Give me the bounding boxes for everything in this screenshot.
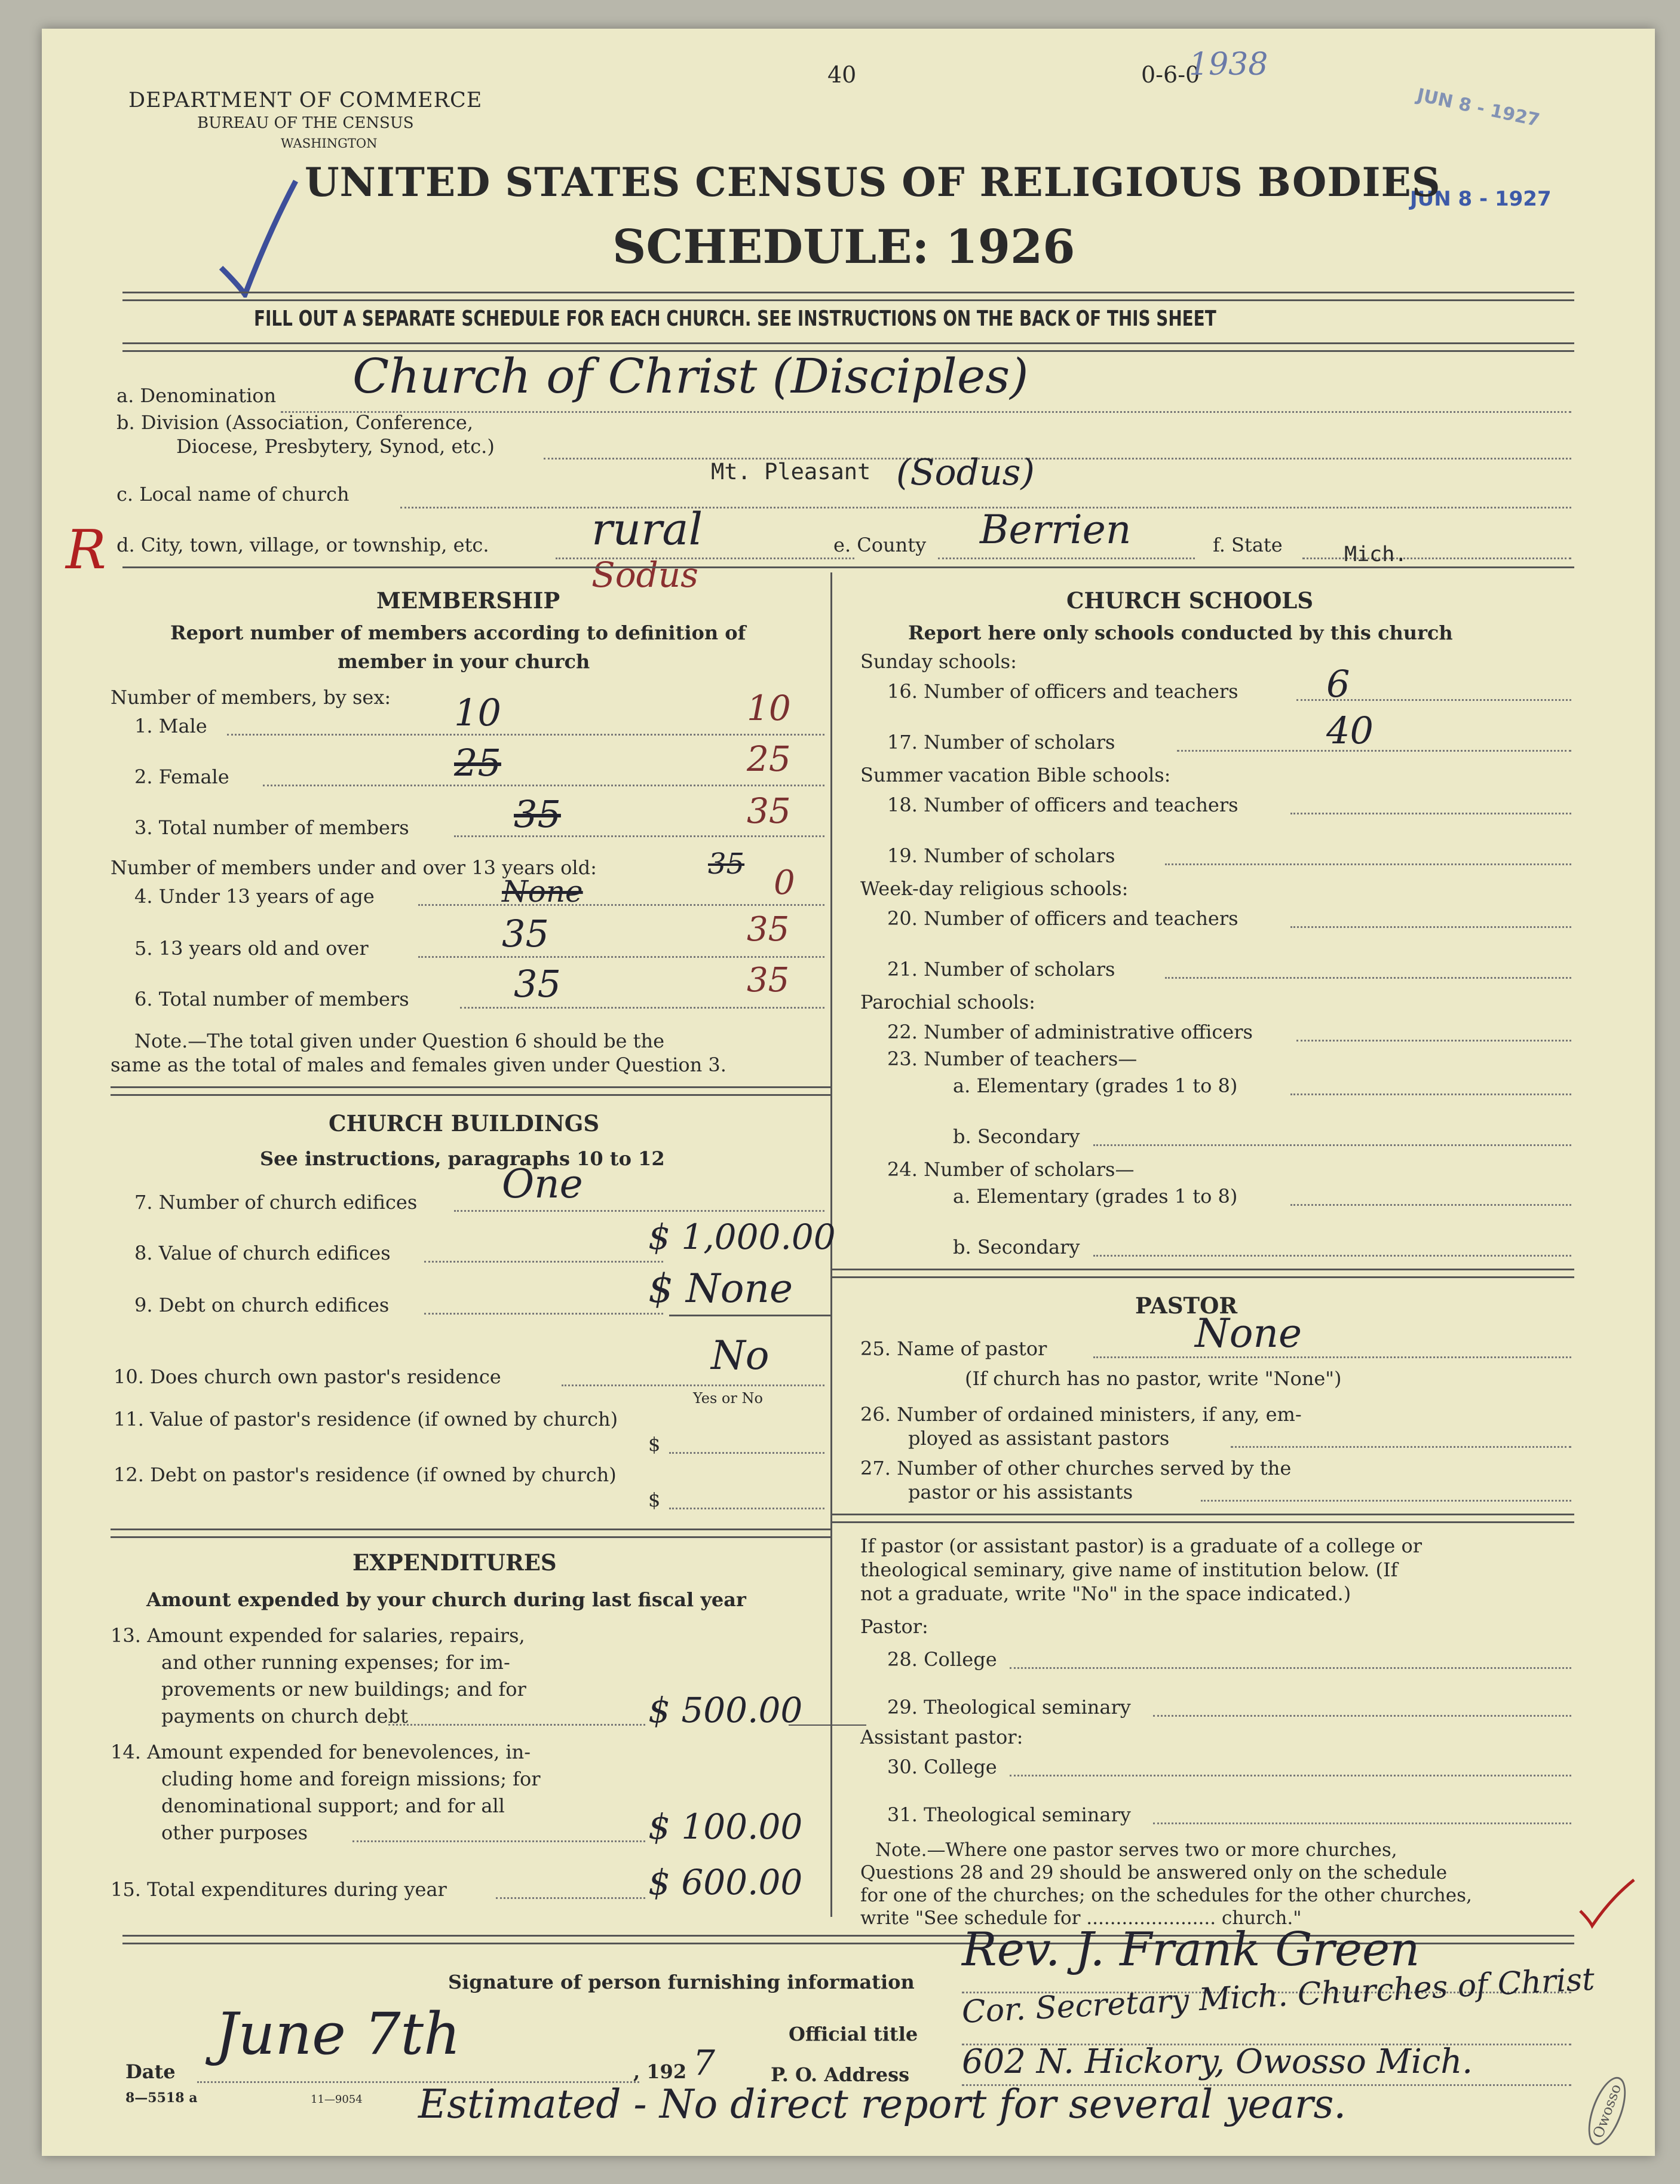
q28-label: 28. College — [887, 1648, 997, 1671]
fill-line — [424, 1261, 663, 1263]
expenditures-heading: EXPENDITURES — [352, 1549, 557, 1576]
fill-line — [454, 1210, 824, 1212]
assistant-label: Assistant pastor: — [860, 1726, 1023, 1748]
pastor-heading: PASTOR — [1135, 1292, 1238, 1319]
q23-label: 23. Number of teachers— — [887, 1047, 1138, 1070]
divider — [111, 1086, 830, 1096]
q5-label: 5. 13 years old and over — [134, 937, 369, 960]
fill-line — [388, 1724, 645, 1726]
q3-correction: 35 — [747, 791, 791, 831]
q27-line-1: 27. Number of other churches served by the — [860, 1457, 1292, 1480]
fill-line — [1153, 1715, 1571, 1717]
q27-line-2: pastor or his assistants — [908, 1481, 1133, 1503]
margin-mark: R — [66, 519, 106, 581]
fill-line — [418, 904, 824, 906]
q21-label: 21. Number of scholars — [887, 958, 1115, 981]
signature-value: Rev. J. Frank Green — [962, 1923, 1420, 1977]
q20-label: 20. Number of officers and teachers — [887, 907, 1238, 930]
dept-line-3: WASHINGTON — [281, 136, 378, 151]
q6-correction: 35 — [747, 961, 790, 1000]
q26-line-1: 26. Number of ordained ministers, if any, em- — [860, 1403, 1302, 1426]
city-value-correction: Sodus — [591, 555, 698, 595]
pastor-label: Pastor: — [860, 1615, 928, 1638]
address-value: 602 N. Hickory, Owosso Mich. — [962, 2042, 1473, 2081]
division-label-1: b. Division (Association, Conference, — [117, 411, 473, 434]
q13-line-2: and other running expenses; for im- — [161, 1651, 510, 1674]
church-name-label: c. Local name of church — [117, 483, 350, 506]
q8-label: 8. Value of church edifices — [134, 1242, 391, 1264]
q25-hint: (If church has no pastor, write "None") — [965, 1367, 1342, 1390]
q8-value: $ 1,000.00 — [648, 1217, 836, 1257]
q7-label: 7. Number of church edifices — [134, 1191, 418, 1214]
print-code: 11—9054 — [311, 2093, 363, 2106]
q14-line-3: denominational support; and for all — [161, 1794, 505, 1817]
year-prefix: , 192 — [633, 2060, 687, 2083]
sunday-label: Sunday schools: — [860, 650, 1017, 673]
q13-line-4: payments on church debt — [161, 1705, 408, 1727]
q16-label: 16. Number of officers and teachers — [887, 680, 1238, 703]
q2-label: 2. Female — [134, 765, 229, 788]
circled-note: Owosso — [1581, 2072, 1633, 2150]
schools-heading: CHURCH SCHOOLS — [1066, 587, 1314, 614]
signature-label: Signature of person furnishing information — [448, 1971, 915, 1993]
fill-line — [1165, 977, 1571, 979]
q11-value: $ — [648, 1433, 661, 1456]
buildings-heading: CHURCH BUILDINGS — [329, 1110, 600, 1137]
address-label: P. O. Address — [771, 2063, 910, 2086]
age-intro: Number of members under and over 13 years old: — [111, 856, 597, 879]
fill-line — [227, 734, 824, 736]
fill-line — [1290, 926, 1571, 928]
q1-correction: 10 — [747, 688, 791, 728]
q5-correction: 35 — [747, 910, 790, 949]
q24-label: 24. Number of scholars— — [887, 1158, 1135, 1181]
expenditures-sub: Amount expended by your church during last fiscal year — [146, 1588, 746, 1611]
form-subtitle: SCHEDULE: 1926 — [612, 220, 1075, 274]
buildings-sub: See instructions, paragraphs 10 to 12 — [260, 1147, 665, 1170]
q6-label: 6. Total number of members — [134, 988, 409, 1010]
q4-correction: 0 — [774, 863, 795, 902]
fill-line — [1010, 1775, 1571, 1776]
fill-line — [1296, 1040, 1571, 1042]
q6-value: 35 — [514, 962, 561, 1006]
fill-line — [352, 1840, 645, 1842]
q10-hint: Yes or No — [693, 1390, 763, 1407]
divider — [832, 1514, 1574, 1523]
q24b-label: b. Secondary — [953, 1236, 1080, 1258]
city-label: d. City, town, village, or township, etc. — [117, 534, 489, 556]
q14-value: $ 100.00 — [648, 1806, 803, 1847]
parochial-label: Parochial schools: — [860, 991, 1035, 1013]
divider — [122, 566, 1574, 568]
pastor-note-4: write "See schedule for ...................... church." — [860, 1907, 1302, 1929]
divider — [122, 292, 1574, 301]
q25-value: None — [1195, 1310, 1302, 1356]
connector-line — [789, 1724, 866, 1726]
fill-line — [460, 1007, 824, 1009]
by-sex-label: Number of members, by sex: — [111, 686, 391, 709]
q15-label: 15. Total expenditures during year — [111, 1878, 447, 1901]
q1-value: 10 — [454, 691, 501, 734]
year-digit: 7 — [693, 2042, 715, 2083]
grad-line-3: not a graduate, write "No" in the space indicated.) — [860, 1582, 1351, 1605]
fill-line — [263, 785, 824, 786]
denomination-value: Church of Christ (Disciples) — [352, 348, 1029, 404]
q7-value: One — [502, 1161, 583, 1207]
q9-label: 9. Debt on church edifices — [134, 1294, 390, 1316]
fill-line — [1177, 750, 1571, 752]
q13-line-1: 13. Amount expended for salaries, repairs, — [111, 1624, 525, 1647]
q18-label: 18. Number of officers and teachers — [887, 794, 1238, 816]
handwritten-remark: Estimated - No direct report for several years. — [418, 2081, 1347, 2127]
county-value: Berrien — [980, 507, 1132, 553]
title-value: Cor. Secretary Mich. Churches of Christ — [961, 1961, 1596, 2030]
date-label: Date — [125, 2060, 176, 2083]
fill-line — [1093, 1356, 1571, 1358]
summer-label: Summer vacation Bible schools: — [860, 764, 1171, 786]
q12-label: 12. Debt on pastor's residence (if owned by church) — [114, 1463, 617, 1486]
fill-line — [669, 1508, 824, 1509]
fill-line — [938, 558, 1195, 559]
q13-value: $ 500.00 — [648, 1690, 803, 1730]
dept-line-2: BUREAU OF THE CENSUS — [197, 114, 414, 132]
fill-line — [454, 835, 824, 837]
division-label-2: Diocese, Presbytery, Synod, etc.) — [176, 435, 495, 458]
q25-label: 25. Name of pastor — [860, 1337, 1047, 1360]
q5-value: 35 — [502, 912, 549, 955]
q23b-label: b. Secondary — [953, 1125, 1080, 1148]
q3-label: 3. Total number of members — [134, 816, 409, 839]
form-title: UNITED STATES CENSUS OF RELIGIOUS BODIES — [305, 159, 1441, 206]
fill-line — [418, 956, 824, 958]
q23a-label: a. Elementary (grades 1 to 8) — [953, 1074, 1238, 1097]
divider — [832, 1269, 1574, 1278]
date-value: June 7th — [215, 2001, 461, 2067]
fill-line — [1093, 1144, 1571, 1146]
fill-line — [1153, 1822, 1571, 1824]
q30-label: 30. College — [887, 1756, 997, 1778]
q14-line-4: other purposes — [161, 1821, 308, 1844]
q15-value: $ 600.00 — [648, 1862, 803, 1903]
census-form-sheet — [42, 29, 1655, 2156]
fill-line — [1165, 863, 1571, 865]
q11-label: 11. Value of pastor's residence (if owned by church) — [114, 1408, 618, 1431]
divider — [669, 1315, 830, 1316]
check-mark-icon — [215, 178, 299, 298]
membership-intro-1: Report number of members according to definition of — [170, 621, 746, 644]
fill-line — [1231, 1446, 1571, 1448]
q17-value: 40 — [1326, 709, 1374, 752]
received-stamp-faded: JUN 8 - 1927 — [1415, 84, 1542, 131]
q14-line-1: 14. Amount expended for benevolences, in- — [111, 1741, 531, 1763]
city-value: rural — [591, 504, 703, 555]
q4-label: 4. Under 13 years of age — [134, 885, 375, 908]
fill-line — [1290, 1093, 1571, 1095]
fill-line — [1290, 813, 1571, 814]
age-intro-value: 35 — [708, 847, 745, 881]
q1-label: 1. Male — [134, 715, 207, 737]
state-value: Mich. — [1344, 543, 1408, 566]
fill-line — [1290, 1204, 1571, 1206]
fill-line — [1302, 558, 1571, 559]
q2-correction: 25 — [747, 739, 791, 779]
q10-value: No — [711, 1333, 770, 1379]
fill-line — [669, 1452, 824, 1454]
q17-label: 17. Number of scholars — [887, 731, 1115, 753]
q14-line-2: cluding home and foreign missions; for — [161, 1768, 541, 1790]
handwritten-code: 1938 — [1189, 47, 1268, 82]
state-label: f. State — [1213, 534, 1283, 556]
denomination-label: a. Denomination — [117, 384, 277, 407]
q26-line-2: ployed as assistant pastors — [908, 1427, 1170, 1450]
pastor-note-3: for one of the churches; on the schedules for the other churches, — [860, 1885, 1472, 1906]
fill-line — [496, 1897, 645, 1899]
church-name-typed: Mt. Pleasant — [711, 459, 871, 485]
membership-heading: MEMBERSHIP — [376, 587, 560, 614]
q3-value: 35 — [514, 792, 561, 836]
pastor-note-2: Questions 28 and 29 should be answered only on the schedule — [860, 1862, 1448, 1883]
q16-value: 6 — [1326, 662, 1350, 706]
q13-line-3: provements or new buildings; and for — [161, 1678, 526, 1701]
q22-label: 22. Number of administrative officers — [887, 1021, 1253, 1043]
fill-line — [1093, 1255, 1571, 1257]
fill-line — [1201, 1500, 1571, 1502]
fill-line — [281, 411, 1571, 413]
form-number: 40 — [827, 62, 857, 88]
fill-line — [1010, 1667, 1571, 1669]
membership-note-1: Note.—The total given under Question 6 should be the — [134, 1030, 665, 1052]
q31-label: 31. Theological seminary — [887, 1803, 1131, 1826]
fill-line — [544, 458, 1571, 460]
grad-line-1: If pastor (or assistant pastor) is a graduate of a college or — [860, 1534, 1423, 1557]
q29-label: 29. Theological seminary — [887, 1696, 1131, 1719]
form-code: 0-6-0 — [1141, 62, 1200, 88]
fill-line — [562, 1384, 824, 1386]
q19-label: 19. Number of scholars — [887, 844, 1115, 867]
schools-sub: Report here only schools conducted by this church — [908, 621, 1453, 644]
instruction-bar: FILL OUT A SEPARATE SCHEDULE FOR EACH CHURCH. SEE INSTRUCTIONS ON THE BACK OF THIS SHEET — [254, 307, 1216, 331]
membership-note-2: same as the total of males and females given under Question 3. — [111, 1053, 726, 1076]
membership-intro-2: member in your church — [338, 650, 590, 673]
pastor-note-1: Note.—Where one pastor serves two or more churches, — [875, 1839, 1397, 1861]
received-stamp: JUN 8 - 1927 — [1410, 187, 1552, 211]
q9-value: $ None — [648, 1266, 793, 1312]
q2-value: 25 — [454, 741, 501, 785]
q12-value: $ — [648, 1488, 661, 1511]
weekday-label: Week-day religious schools: — [860, 877, 1129, 900]
church-name-handwritten: (Sodus) — [896, 452, 1035, 494]
dept-line-1: DEPARTMENT OF COMMERCE — [128, 88, 483, 112]
county-label: e. County — [833, 534, 927, 556]
divider — [111, 1529, 830, 1538]
q10-label: 10. Does church own pastor's residence — [114, 1365, 501, 1388]
red-check-mark-icon — [1577, 1875, 1637, 1929]
q4-value: None — [502, 874, 583, 909]
form-code-bottom: 8—5518 a — [125, 2090, 198, 2106]
fill-line — [424, 1313, 663, 1315]
q24a-label: a. Elementary (grades 1 to 8) — [953, 1185, 1238, 1208]
title-label: Official title — [789, 2023, 918, 2045]
grad-line-2: theological seminary, give name of institution below. (If — [860, 1558, 1398, 1581]
